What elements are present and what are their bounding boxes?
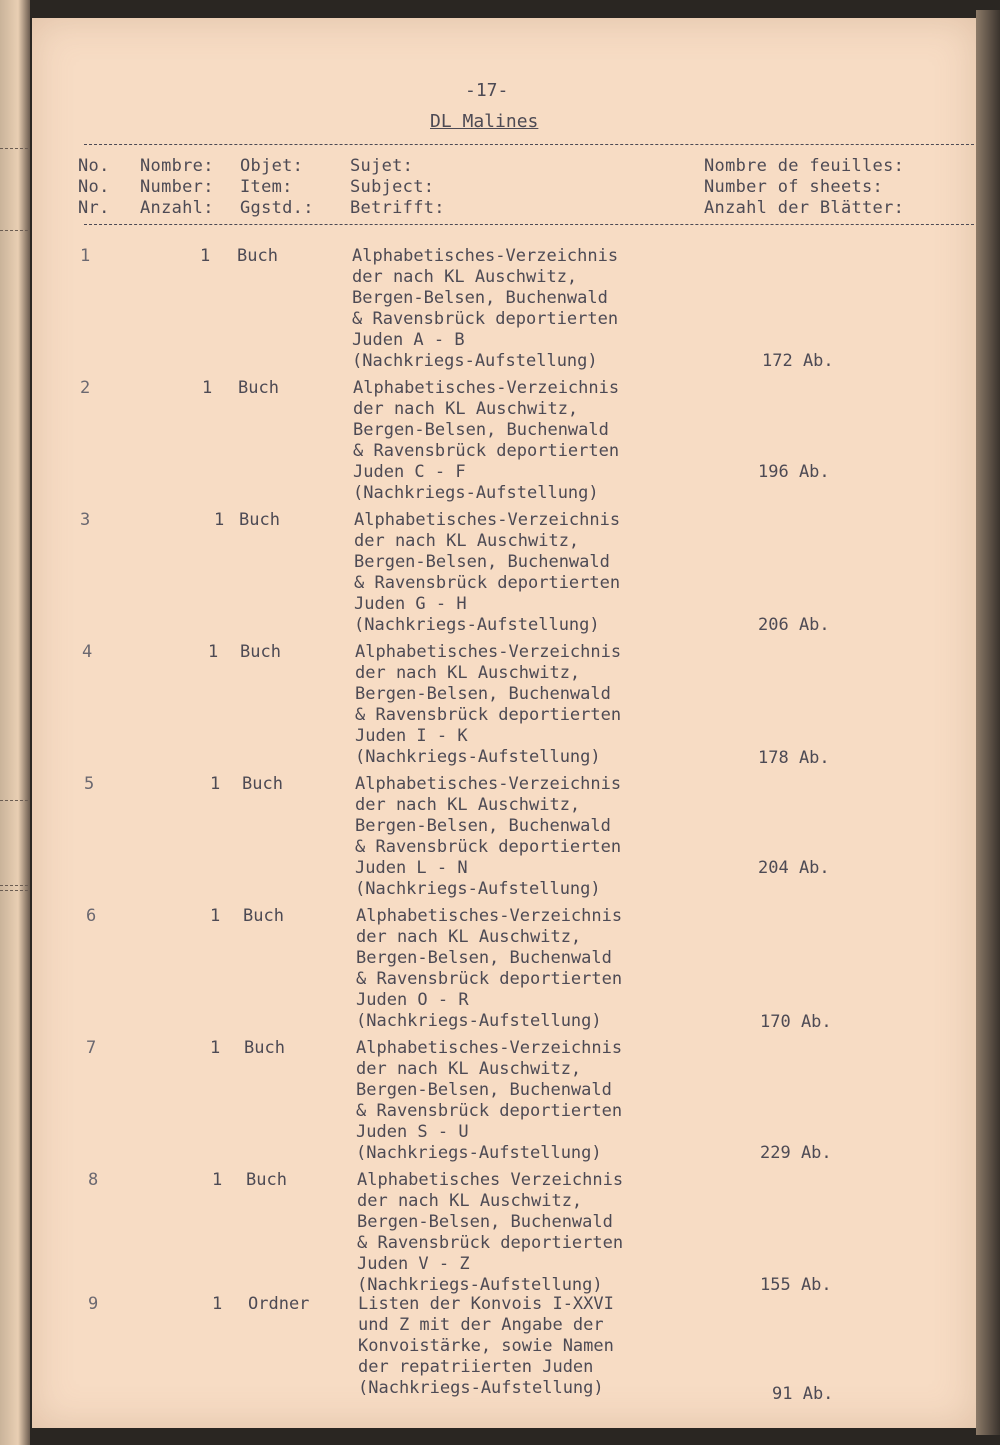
entry-subject: Alphabetisches-Verzeichnis der nach KL Auschwitz, Bergen-Belsen, Buchenwald & Ravensbrück deportierten Juden G - H (Nachkriegs-Aufstellung)	[354, 510, 621, 635]
header-sheets-de: Anzahl der Blätter:	[704, 198, 905, 218]
entry-sheets: 172 Ab.	[762, 351, 834, 371]
header-object-fr: Objet:	[240, 156, 304, 176]
entry-number: 3	[80, 510, 91, 530]
entry-sheets: 229 Ab.	[760, 1143, 832, 1163]
entry-subject: Alphabetisches-Verzeichnis der nach KL Auschwitz, Bergen-Belsen, Buchenwald & Ravensbrück deportierten Juden A - B (Nachkriegs-Aufstellung)	[352, 246, 619, 371]
entry-number: 4	[82, 642, 93, 662]
entry-object: Buch	[240, 642, 281, 662]
entry-sheets: 204 Ab.	[758, 858, 830, 878]
entry-number: 8	[88, 1170, 99, 1190]
entry-sheets: 155 Ab.	[760, 1275, 832, 1295]
entry-sheets: 206 Ab.	[758, 615, 830, 635]
entry-subject: Alphabetisches-Verzeichnis der nach KL Auschwitz, Bergen-Belsen, Buchenwald & Ravensbrück deportierten Juden I - K (Nachkriegs-Aufstellung)	[355, 642, 622, 767]
edge-mark	[0, 148, 28, 149]
entry-subject: Alphabetisches-Verzeichnis der nach KL Auschwitz, Bergen-Belsen, Buchenwald & Ravensbrück deportierten Juden O - R (Nachkriegs-Aufstellung)	[356, 906, 623, 1031]
header-subject-fr: Sujet:	[350, 156, 414, 176]
page-number: -17-	[465, 80, 509, 101]
header-count-en: Number:	[140, 177, 214, 197]
entry-count: 1	[202, 378, 213, 398]
edge-mark	[0, 230, 28, 231]
header-rule-top	[84, 144, 984, 145]
page-edge-left	[0, 0, 30, 1445]
entry-object: Buch	[238, 378, 279, 398]
entry-count: 1	[214, 510, 225, 530]
header-sheets-fr: Nombre de feuilles:	[704, 156, 905, 176]
header-object-de: Ggstd.:	[240, 198, 314, 218]
entry-subject: Alphabetisches-Verzeichnis der nach KL Auschwitz, Bergen-Belsen, Buchenwald & Ravensbrück deportierten Juden L - N (Nachkriegs-Aufstellung)	[355, 774, 622, 899]
entry-number: 7	[86, 1038, 97, 1058]
entry-count: 1	[212, 1170, 223, 1190]
entry-subject: Alphabetisches-Verzeichnis der nach KL Auschwitz, Bergen-Belsen, Buchenwald & Ravensbrück deportierten Juden S - U (Nachkriegs-Aufstellung)	[356, 1038, 623, 1163]
entry-count: 1	[212, 1294, 223, 1314]
entry-number: 1	[80, 246, 91, 266]
edge-mark	[0, 890, 28, 891]
entry-number: 5	[84, 774, 95, 794]
entry-count: 1	[210, 1038, 221, 1058]
header-rule-bottom	[84, 224, 984, 225]
header-object-en: Item:	[240, 177, 293, 197]
entry-object: Buch	[246, 1170, 287, 1190]
entry-number: 2	[80, 378, 91, 398]
entry-subject: Alphabetisches Verzeichnis der nach KL Auschwitz, Bergen-Belsen, Buchenwald & Ravensbrück deportierten Juden V - Z (Nachkriegs-Aufstellung)	[357, 1170, 624, 1295]
header-sheets-en: Number of sheets:	[704, 177, 884, 197]
entry-object: Buch	[239, 510, 280, 530]
header-count-fr: Nombre:	[140, 156, 214, 176]
entry-count: 1	[210, 774, 221, 794]
page-edge-right	[976, 10, 1000, 1435]
entry-subject: Listen der Konvois I-XXVI und Z mit der Angabe der Konvoistärke, sowie Namen der repatriierten Juden (Nachkriegs-Aufstellung)	[358, 1294, 614, 1398]
edge-mark	[0, 885, 28, 886]
entry-number: 6	[86, 906, 97, 926]
entry-count: 1	[200, 246, 211, 266]
entry-number: 9	[88, 1294, 99, 1314]
entry-sheets: 170 Ab.	[760, 1012, 832, 1032]
entry-count: 1	[210, 906, 221, 926]
entry-sheets: 196 Ab.	[758, 462, 830, 482]
entry-sheets: 91 Ab.	[772, 1384, 834, 1404]
entry-object: Buch	[243, 906, 284, 926]
entry-count: 1	[208, 642, 219, 662]
header-count-de: Anzahl:	[140, 198, 214, 218]
header-subject-de: Betrifft:	[350, 198, 445, 218]
entry-object: Buch	[244, 1038, 285, 1058]
edge-mark	[0, 800, 28, 801]
header-no-en: No.	[78, 177, 110, 197]
place-title: DL Malines	[430, 111, 539, 132]
document-page	[32, 18, 976, 1428]
header-no-de: Nr.	[78, 198, 110, 218]
header-no-fr: No.	[78, 156, 110, 176]
entry-object: Buch	[237, 246, 278, 266]
entry-object: Ordner	[248, 1294, 310, 1314]
header-subject-en: Subject:	[350, 177, 435, 197]
entry-sheets: 178 Ab.	[758, 748, 830, 768]
entry-object: Buch	[242, 774, 283, 794]
entry-subject: Alphabetisches-Verzeichnis der nach KL Auschwitz, Bergen-Belsen, Buchenwald & Ravensbrück deportierten Juden C - F (Nachkriegs-Aufstellung)	[353, 378, 620, 503]
